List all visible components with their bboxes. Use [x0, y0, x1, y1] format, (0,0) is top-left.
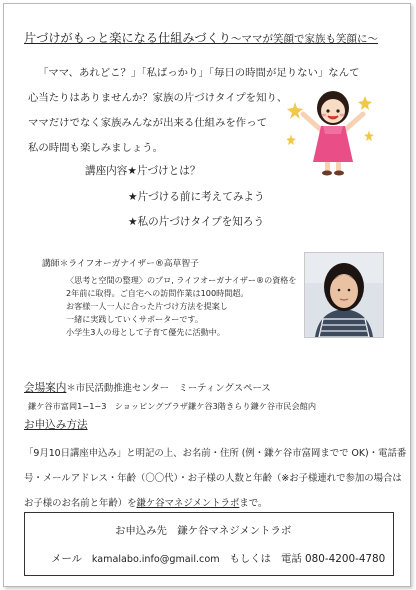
- apply-line-2: 号・メールアドレス・年齢（〇〇代）・お子様の人数と年齢（※お子様連れで参加の場合は: [24, 473, 402, 484]
- instructor-bio-2: 2年前に取得。ご自宅への訪問作業は100時間超。: [66, 288, 249, 298]
- course-item-2: ★私の片づけタイプを知ろう: [128, 216, 265, 228]
- contact-phone: 080-4200-4780: [305, 553, 386, 565]
- apply-line-3: お子様のお名前と年齢）を: [24, 498, 137, 509]
- instructor-bio-4: 一緒に実践していくサポーターです。: [66, 314, 203, 324]
- apply-line-3-wrap: [24, 495, 267, 509]
- course-item-1: ★片づける前に考えてみよう: [128, 191, 265, 203]
- venue-name: ＊市民活動推進センター ミーティングスペース: [66, 383, 271, 394]
- apply-method-label: お申込み方法: [24, 419, 88, 431]
- or-text: もしくは: [229, 553, 272, 565]
- intro-line-1: 「ママ、あれどこ？」「私ばっかり」「毎日の時間が足りない」なんて: [38, 67, 360, 79]
- venue-label: 会場案内: [24, 382, 67, 394]
- mail-label: メール: [51, 553, 82, 565]
- intro-line-2: 心当たりはありませんか？家族の片づけタイプを知り、: [28, 92, 288, 104]
- instructor-bio-3: お客様一人一人に合った片づけ方法を提案し: [66, 301, 228, 311]
- venue-address: 鎌ケ谷市富岡1−1−3 ショッピングプラザ鎌ケ谷3階きらり鎌ケ谷市民会館内: [28, 401, 317, 411]
- apply-line-3-tail: まで。: [239, 498, 268, 509]
- contact-details: [51, 550, 385, 565]
- title-main: 片づけがもっと楽になる仕組みづくり: [24, 31, 231, 45]
- flyer-page: [3, 3, 411, 587]
- instructor-bio-1: 〈思考と空間の整理〉のプロ, ライフオーガナイザー®の資格を: [66, 275, 297, 285]
- instructor-photo: [304, 252, 384, 338]
- contact-email: kamalabo.info@gmail.com: [91, 554, 220, 565]
- phone-label: 電話: [280, 553, 302, 565]
- contact-destination: お申込み先 鎌ケ谷マネジメントラボ: [115, 525, 292, 537]
- course-contents-label: 講座内容★片づけとは？: [85, 165, 201, 177]
- flyer-title: [24, 29, 378, 46]
- instructor-bio-5: 小学生3人の母として子育て優先に活動中。: [66, 327, 225, 337]
- instructor-heading: 講師＊ライフオーガナイザー®高草智子: [42, 259, 199, 269]
- contact-box: [24, 512, 394, 576]
- organization-name: 鎌ケ谷マネジメントラボ: [136, 498, 240, 509]
- title-sub: 〜ママが笑顔で家族も笑顔に〜: [230, 33, 378, 45]
- apply-line-1: 「9月10日講座申込み」と明記の上、お名前・住所 (例・鎌ケ谷市富岡までで OK)・電話番: [24, 448, 407, 459]
- venue-line: [24, 380, 271, 395]
- intro-line-4: 私の時間も楽しみましょう。: [28, 142, 164, 154]
- woman-illustration: [287, 84, 379, 176]
- intro-line-3: ママだけでなく家族みんなが出来る仕組みを作って: [28, 117, 267, 129]
